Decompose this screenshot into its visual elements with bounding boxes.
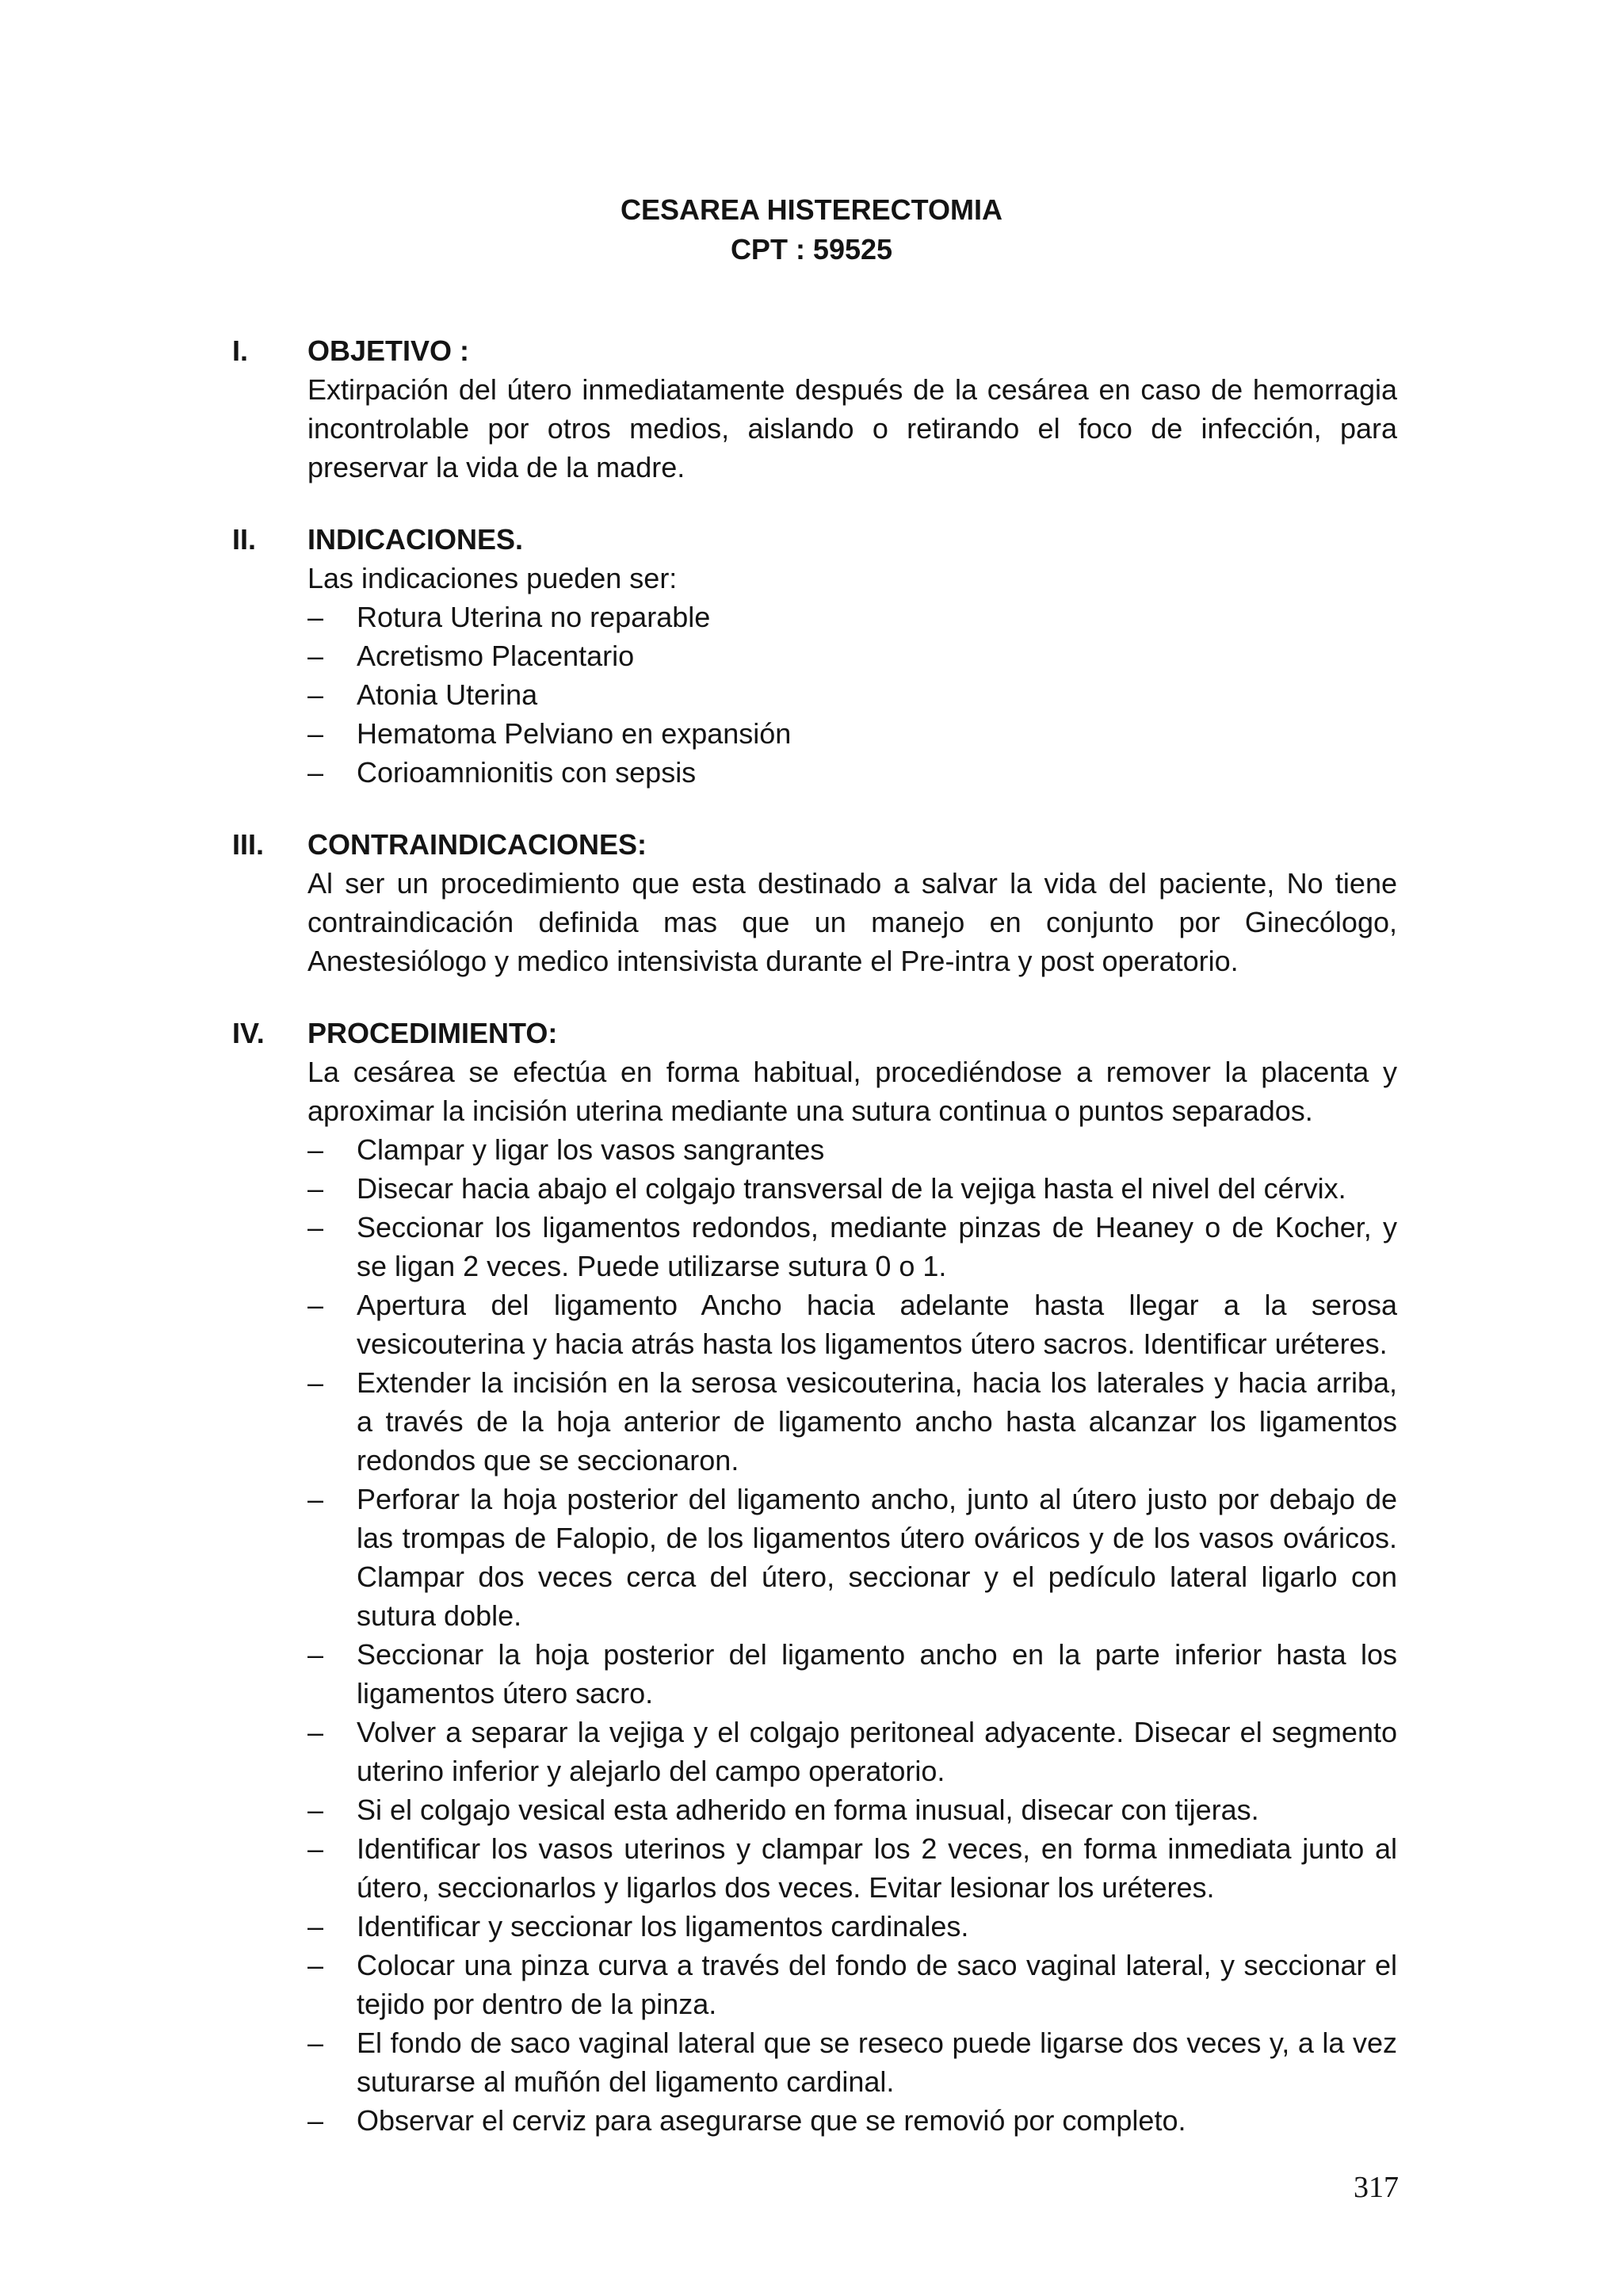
list-item-text: Apertura del ligamento Ancho hacia adelante hasta llegar a la serosa vesicouterina y hacia atrás hasta los ligamentos útero sacros. Identificar uréteres.: [357, 1289, 1397, 1360]
dash-bullet: –: [307, 1172, 324, 1205]
list-item: [307, 1286, 1397, 1363]
list-item: [307, 1790, 1397, 1829]
section-paragraph: Al ser un procedimiento que esta destinado a salvar la vida del paciente, No tiene contraindicación definida mas que un manejo en conjunto por Ginecólogo, Anestesiólogo y medico intensivista durante el Pre-intra y post operatorio.: [307, 867, 1397, 977]
list-item: [307, 1130, 1397, 1169]
section-paragraph: La cesárea se efectúa en forma habitual, procediéndose a remover la placenta y aproximar la incisión uterina mediante una sutura continua o puntos separados.: [307, 1056, 1397, 1127]
dash-bullet: –: [307, 1366, 324, 1399]
section-paragraph: Las indicaciones pueden ser:: [307, 562, 678, 594]
dash-bullet: –: [307, 1289, 324, 1321]
list-item: [307, 1208, 1397, 1286]
section-number: III.: [232, 828, 265, 861]
section-title: PROCEDIMIENTO:: [307, 1017, 558, 1049]
section-body: [307, 520, 1397, 792]
list-item-text: Acretismo Placentario: [357, 640, 635, 672]
list-item: [307, 1713, 1397, 1790]
dash-bullet: –: [307, 1716, 324, 1748]
list-item: [307, 1635, 1397, 1713]
dash-list: [307, 598, 1397, 792]
dash-bullet: –: [307, 2027, 324, 2059]
dash-bullet: –: [307, 1832, 324, 1865]
list-item: [307, 753, 1397, 792]
list-item-text: Colocar una pinza curva a través del fondo de saco vaginal lateral, y seccionar el tejido por dentro de la pinza.: [357, 1949, 1397, 2020]
list-item: [307, 1907, 1397, 1946]
section-body: [307, 825, 1397, 980]
page-number: 317: [1354, 2171, 1399, 2204]
list-item-text: Rotura Uterina no reparable: [357, 601, 711, 633]
dash-bullet: –: [307, 601, 324, 633]
dash-bullet: –: [307, 1949, 324, 1981]
dash-bullet: –: [307, 1794, 324, 1826]
list-item-text: Identificar y seccionar los ligamentos cardinales.: [357, 1910, 969, 1943]
list-item-text: Extender la incisión en la serosa vesicouterina, hacia los laterales y hacia arriba, a través de la hoja anterior de ligamento ancho hasta alcanzar los ligamentos redondos que se seccionaron.: [357, 1366, 1397, 1477]
dash-bullet: –: [307, 640, 324, 672]
list-item: [307, 1946, 1397, 2023]
list-item: [307, 598, 1397, 636]
procedure-code: CPT : 59525: [730, 233, 893, 266]
document-body: [232, 331, 1397, 2173]
list-item-text: Seccionar la hoja posterior del ligamento ancho en la parte inferior hasta los ligamentos útero sacro.: [357, 1638, 1397, 1710]
dash-bullet: –: [307, 2104, 324, 2137]
section-body: [307, 331, 1397, 487]
section-number: IV.: [232, 1017, 265, 1049]
list-item-text: Hematoma Pelviano en expansión: [357, 717, 792, 750]
list-item-text: El fondo de saco vaginal lateral que se reseco puede ligarse dos veces y, a la vez suturarse al muñón del ligamento cardinal.: [357, 2027, 1397, 2098]
dash-bullet: –: [307, 678, 324, 711]
section-number: I.: [232, 334, 249, 367]
dash-list: [307, 1130, 1397, 2140]
list-item-text: Volver a separar la vejiga y el colgajo peritoneal adyacente. Disecar el segmento uterino inferior y alejarlo del campo operatorio.: [357, 1716, 1397, 1787]
list-item: [307, 1480, 1397, 1635]
section-title: OBJETIVO :: [307, 334, 470, 367]
dash-bullet: –: [307, 1910, 324, 1943]
section-number: II.: [232, 523, 257, 556]
list-item: [307, 2101, 1397, 2140]
document-header: [0, 190, 1623, 269]
section: [232, 825, 1397, 980]
list-item-text: Si el colgajo vesical esta adherido en forma inusual, disecar con tijeras.: [357, 1794, 1259, 1826]
dash-bullet: –: [307, 756, 324, 789]
list-item: [307, 714, 1397, 753]
list-item-text: Perforar la hoja posterior del ligamento ancho, junto al útero justo por debajo de las trompas de Falopio, de los ligamentos útero ováricos y de los vasos ováricos. Clampar dos veces cerca del útero, seccionar y el pedículo lateral ligarlo con sutura doble.: [357, 1483, 1397, 1632]
list-item: [307, 2023, 1397, 2101]
dash-bullet: –: [307, 717, 324, 750]
list-item: [307, 1829, 1397, 1907]
list-item-text: Seccionar los ligamentos redondos, mediante pinzas de Heaney o de Kocher, y se ligan 2 veces. Puede utilizarse sutura 0 o 1.: [357, 1211, 1397, 1282]
section-body: [307, 1014, 1397, 2140]
list-item: [307, 1169, 1397, 1208]
dash-bullet: –: [307, 1638, 324, 1671]
section: [232, 520, 1397, 792]
list-item: [307, 1363, 1397, 1480]
list-item-text: Disecar hacia abajo el colgajo transversal de la vejiga hasta el nivel del cérvix.: [357, 1172, 1346, 1205]
dash-bullet: –: [307, 1211, 324, 1244]
list-item-text: Corioamnionitis con sepsis: [357, 756, 697, 789]
list-item-text: Atonia Uterina: [357, 678, 538, 711]
section: [232, 1014, 1397, 2140]
list-item: [307, 675, 1397, 714]
list-item-text: Identificar los vasos uterinos y clampar los 2 veces, en forma inmediata junto al útero, seccionarlos y ligarlos dos veces. Evitar lesionar los uréteres.: [357, 1832, 1397, 1904]
document-title: CESAREA HISTERECTOMIA: [620, 193, 1003, 226]
section-title: CONTRAINDICACIONES:: [307, 828, 647, 861]
section-title: INDICACIONES.: [307, 523, 524, 556]
dash-bullet: –: [307, 1133, 324, 1166]
list-item: [307, 636, 1397, 675]
section-paragraph: Extirpación del útero inmediatamente después de la cesárea en caso de hemorragia incontrolable por otros medios, aislando o retirando el foco de infección, para preservar la vida de la madre.: [307, 373, 1397, 483]
dash-bullet: –: [307, 1483, 324, 1515]
section: [232, 331, 1397, 487]
list-item-text: Clampar y ligar los vasos sangrantes: [357, 1133, 825, 1166]
list-item-text: Observar el cerviz para asegurarse que se removió por completo.: [357, 2104, 1186, 2137]
